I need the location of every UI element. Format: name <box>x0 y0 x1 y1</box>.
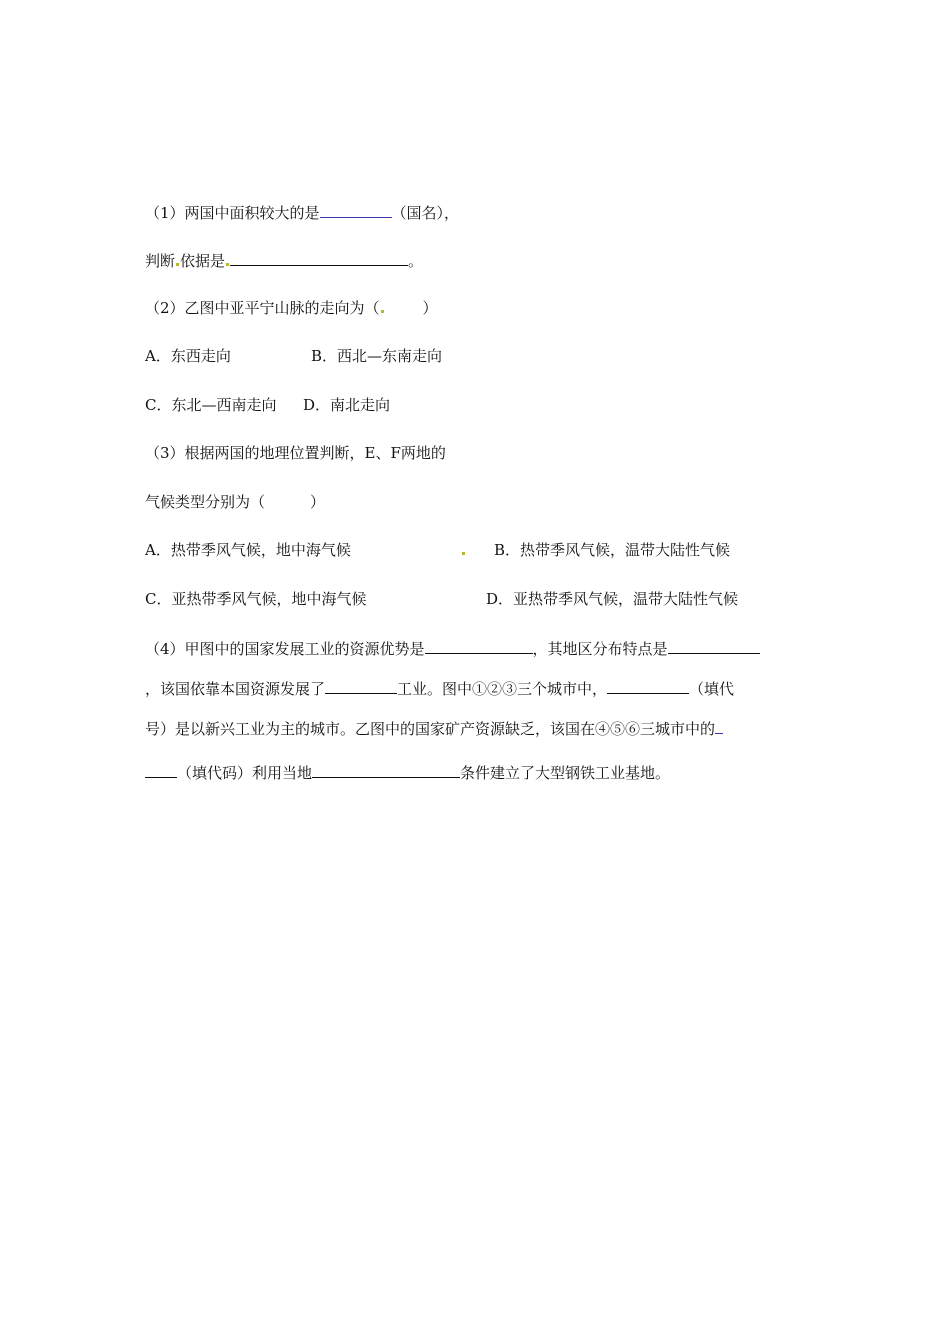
q3-stem-line1 <box>145 443 446 463</box>
q3-stem-line2 <box>145 492 325 512</box>
q2-option-d[interactable]: D．南北走向 <box>303 396 391 414</box>
q3-option-a[interactable]: A．热带季风气候，地中海气候 <box>145 541 351 559</box>
q1-blank-basis[interactable] <box>230 250 408 266</box>
q1-basis-label-b: 依据是 <box>180 252 226 270</box>
q3-options-cd <box>145 589 738 609</box>
q2-option-c[interactable]: C．东北—西南走向 <box>145 396 277 414</box>
q4-line3 <box>145 718 723 739</box>
q4-text-4a: （填代码）利用当地 <box>177 764 313 782</box>
q3-stem-text-2: 气候类型分别为（ ） <box>145 493 326 511</box>
q1-line1 <box>145 202 459 223</box>
q4-text-3a: 号）是以新兴工业为主的城市。乙图中的国家矿产资源缺乏，该国在④⑤⑥三城市中的 <box>145 720 716 738</box>
q2-stem-close: ） <box>422 299 438 317</box>
q4-text-1b: ，其地区分布特点是 <box>532 640 668 658</box>
q4-line1 <box>145 638 760 659</box>
q1-text-start: （1）两国中面积较大的是 <box>145 204 320 222</box>
q4-blank-industry[interactable] <box>325 678 397 694</box>
q1-blank-country[interactable] <box>320 202 392 218</box>
q4-text-4b: 条件建立了大型钢铁工业基地。 <box>460 764 671 782</box>
q3-option-b[interactable]: B．热带季风气候，温带大陆性气候 <box>494 541 731 559</box>
q3-stem-text-1: （3）根据两国的地理位置判断，E、F两地的 <box>145 444 446 462</box>
q1-line2 <box>145 250 423 271</box>
q2-stem-text: （2）乙图中亚平宁山脉的走向为（ <box>145 299 380 317</box>
q4-line2 <box>145 678 734 699</box>
q2-option-a[interactable]: A．东西走向 <box>145 347 231 365</box>
q4-blank-advantage[interactable] <box>425 638 533 654</box>
q1-basis-end: 。 <box>408 252 424 270</box>
q4-blank-distribution[interactable] <box>668 638 760 654</box>
q4-text-1a: （4）甲图中的国家发展工业的资源优势是 <box>145 640 425 658</box>
q4-blank-city-code[interactable] <box>607 678 689 694</box>
q2-option-b[interactable]: B．西北—东南走向 <box>311 347 443 365</box>
mark-dot <box>176 263 179 266</box>
q4-line4 <box>145 762 670 783</box>
q3-options-ab <box>145 540 730 560</box>
q3-option-c[interactable]: C．亚热带季风气候，地中海气候 <box>145 590 367 608</box>
q1-basis-label-a: 判断 <box>145 252 176 270</box>
mark-dot <box>381 310 384 313</box>
q4-blank-steel-city[interactable] <box>145 762 177 778</box>
q2-options-cd <box>145 395 390 415</box>
mark-dot <box>462 552 465 555</box>
q2-options-ab <box>145 346 442 366</box>
q4-text-2a: ，该国依靠本国资源发展了 <box>145 680 326 698</box>
q3-option-d[interactable]: D．亚热带季风气候，温带大陆性气候 <box>486 590 739 608</box>
q4-blank-steel-city-start[interactable] <box>715 718 723 734</box>
q2-stem <box>145 298 438 318</box>
q4-text-2c: （填代 <box>689 680 735 698</box>
mark-dot <box>226 263 229 266</box>
q4-text-2b: 工业。图中①②③三个城市中， <box>397 680 608 698</box>
q4-blank-conditions[interactable] <box>312 762 460 778</box>
q1-text-end: （国名）， <box>391 204 460 222</box>
